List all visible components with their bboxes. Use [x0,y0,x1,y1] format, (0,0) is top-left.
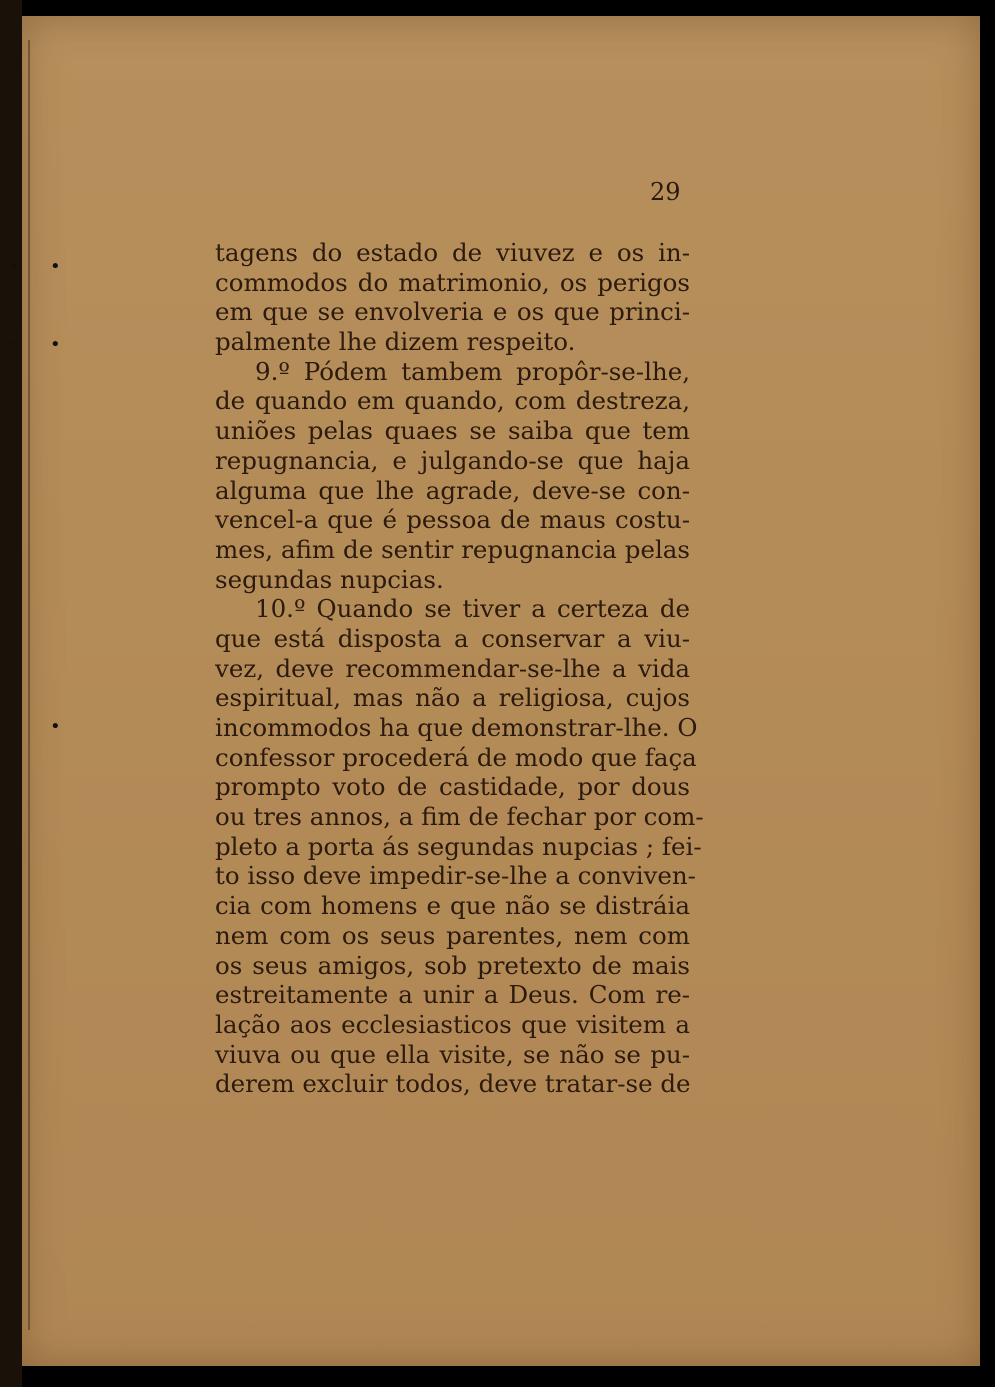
text-line: alguma que lhe agrade, deve-se con- [215,475,690,505]
text-line: mes, afim de sentir repugnancia pelas [215,534,690,564]
text-line: em que se envolveria e os que princi- [215,297,690,327]
book-binding [0,0,22,1387]
text-line: pleto a porta ás segundas nupcias ; fei- [215,831,702,861]
text-line: to isso deve impedir-se-lhe a conviven- [215,861,696,891]
page-number: 29 [650,178,681,206]
text-line: uniões pelas quaes se saiba que tem [215,416,690,446]
text-line: derem excluir todos, deve tratar-se de [215,1069,691,1099]
stitch-mark: • [8,334,19,355]
stitch-mark: • [50,256,61,277]
text-line: espiritual, mas não a religiosa, cujos [215,683,690,713]
text-line: que está disposta a conservar a viu- [215,623,690,653]
stitch-mark: • [50,334,61,355]
text-line: prompto voto de castidade, por dous [215,772,690,802]
text-line: confessor procederá de modo que faça [215,742,697,772]
text-line: estreitamente a unir a Deus. Com re- [215,980,690,1010]
text-line: commodos do matrimonio, os perigos [215,267,690,297]
text-line: 9.º Pódem tambem propôr-se-lhe, [255,356,690,386]
text-line: ou tres annos, a fim de fechar por com- [215,802,704,832]
text-line: 10.º Quando se tiver a certeza de [255,594,690,624]
text-line: de quando em quando, com destreza, [215,386,690,416]
page-gutter-line [28,40,30,1330]
text-line: tagens do estado de viuvez e os in- [215,238,690,267]
text-line: lação aos ecclesiasticos que visitem a [215,1009,690,1039]
stitch-mark: • [8,256,19,277]
text-line: incommodos ha que demonstrar-lhe. O [215,713,698,742]
text-line: segundas nupcias. [215,564,444,594]
text-line: cia com homens e que não se distráia [215,891,690,921]
stitch-mark: • [50,716,61,737]
text-line: nem com os seus parentes, nem com [215,920,690,950]
text-line: vez, deve recommendar-se-lhe a vida [215,653,690,683]
text-line: palmente lhe dizem respeito. [215,327,576,357]
body-text [215,238,704,1099]
text-line: repugnancia, e julgando-se que haja [215,445,690,475]
text-line: viuva ou que ella visite, se não se pu- [215,1039,690,1069]
text-line: vencel-a que é pessoa de maus costu- [215,505,690,535]
text-line: os seus amigos, sob pretexto de mais [215,950,690,980]
